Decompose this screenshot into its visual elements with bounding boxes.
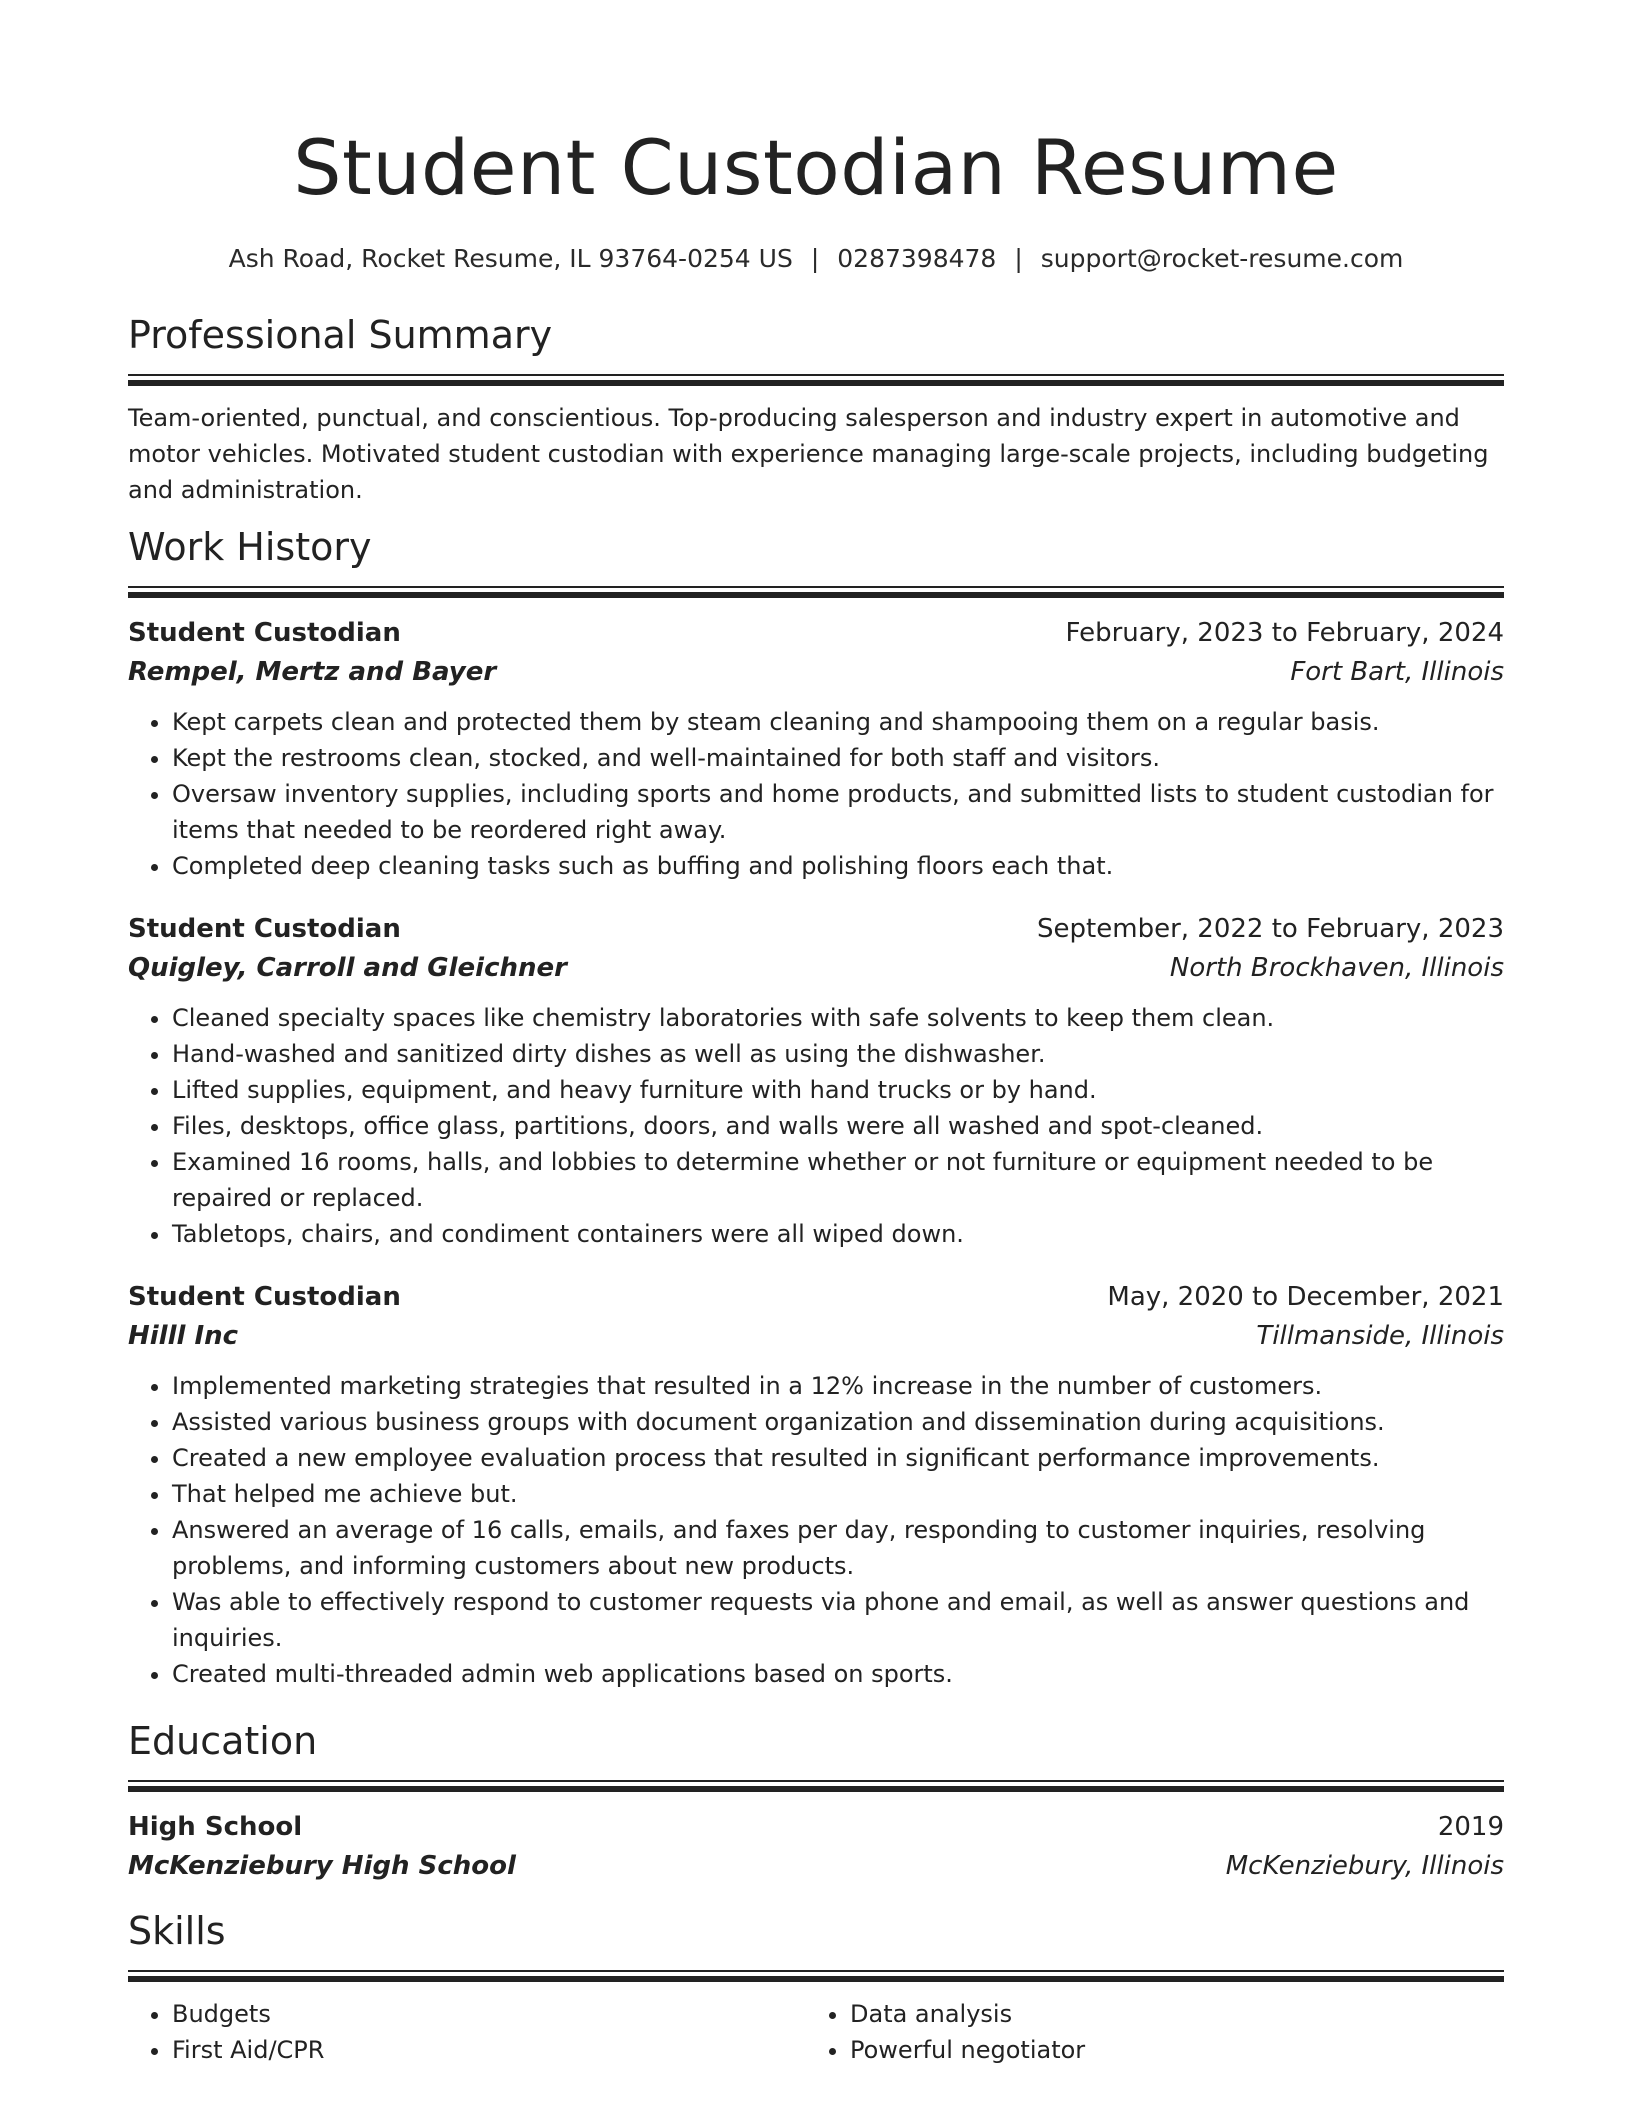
list-item: • Files, desktops, office glass, partitions, doors, and walls were all washed and spot-cleaned. <box>172 1108 1504 1144</box>
list-item: • Oversaw inventory supplies, including sports and home products, and submitted lists to student custodian for items that needed to be reordered right away. <box>172 776 1504 848</box>
list-item: • Created a new employee evaluation process that resulted in significant performance improvements. <box>172 1440 1504 1476</box>
section-divider <box>128 374 1504 386</box>
job-location: Fort Bart, Illinois <box>1290 657 1504 687</box>
list-item: • Kept carpets clean and protected them by steam cleaning and shampooing them on a regular basis. <box>172 704 1504 740</box>
summary-text: Team-oriented, punctual, and conscientious. Top-producing salesperson and industry expert in automotive and motor vehicles. Motivated student custodian with experience managing large-scale projects, including budgeting and administration. <box>128 404 1489 504</box>
skills-column-right <box>806 1996 1484 2068</box>
section-title-summary: Professional Summary <box>128 313 553 357</box>
education-section <box>128 1716 1504 1886</box>
contact-email: support@rocket-resume.com <box>1040 244 1404 273</box>
skills-column-left <box>128 1996 806 2068</box>
section-divider <box>128 1970 1504 1982</box>
summary-section <box>128 310 1504 508</box>
section-title-work: Work History <box>128 525 372 569</box>
list-item: • Examined 16 rooms, halls, and lobbies to determine whether or not furniture or equipment needed to be repaired or replaced. <box>172 1144 1504 1216</box>
job-dates: May, 2020 to December, 2021 <box>1107 1282 1504 1312</box>
skill-item: • Data analysis <box>850 1996 1484 2032</box>
section-title-skills: Skills <box>128 1909 226 1953</box>
education-degree: High School <box>128 1812 303 1842</box>
list-item: • Cleaned specialty spaces like chemistry laboratories with safe solvents to keep them clean. <box>172 1000 1504 1036</box>
job-company: Rempel, Mertz and Bayer <box>128 657 497 687</box>
job-bullets <box>128 1000 1504 1252</box>
section-divider <box>128 1780 1504 1792</box>
contact-line <box>128 242 1504 276</box>
job-dates: September, 2022 to February, 2023 <box>1037 914 1504 944</box>
list-item: • That helped me achieve but. <box>172 1476 1504 1512</box>
job-entry <box>128 1278 1504 1692</box>
work-section <box>128 522 1504 1692</box>
education-year: 2019 <box>1437 1812 1504 1842</box>
contact-separator: | <box>810 244 820 273</box>
job-location: North Brockhaven, Illinois <box>1169 953 1504 983</box>
education-location: McKenziebury, Illinois <box>1225 1851 1504 1881</box>
resume-title: Student Custodian Resume <box>293 123 1339 212</box>
resume-page <box>128 0 1504 2068</box>
list-item: • Answered an average of 16 calls, emails, and faxes per day, responding to customer inquiries, resolving problems, and informing customers about new products. <box>172 1512 1504 1584</box>
job-location: Tillmanside, Illinois <box>1256 1321 1504 1351</box>
list-item: • Was able to effectively respond to customer requests via phone and email, as well as answer questions and inquiries. <box>172 1584 1504 1656</box>
list-item: • Implemented marketing strategies that resulted in a 12% increase in the number of customers. <box>172 1368 1504 1404</box>
list-item: • Kept the restrooms clean, stocked, and well-maintained for both staff and visitors. <box>172 740 1504 776</box>
skill-item: • Powerful negotiator <box>850 2032 1484 2068</box>
contact-address: Ash Road, Rocket Resume, IL 93764-0254 US <box>228 244 793 273</box>
skills-list <box>806 1996 1484 2068</box>
job-title: Student Custodian <box>128 914 401 944</box>
list-item: • Created multi-threaded admin web applications based on sports. <box>172 1656 1504 1692</box>
contact-separator: | <box>1014 244 1023 273</box>
job-company: Quigley, Carroll and Gleichner <box>128 953 567 983</box>
education-school: McKenziebury High School <box>128 1851 516 1881</box>
skill-item: • First Aid/CPR <box>172 2032 806 2068</box>
skills-grid <box>128 1996 1504 2068</box>
job-bullets <box>128 1368 1504 1692</box>
job-entry <box>128 614 1504 884</box>
job-entry <box>128 910 1504 1252</box>
section-divider <box>128 586 1504 598</box>
section-title-education: Education <box>128 1719 318 1763</box>
job-dates: February, 2023 to February, 2024 <box>1065 618 1504 648</box>
job-company: Hilll Inc <box>128 1321 239 1351</box>
list-item: • Tabletops, chairs, and condiment containers were all wiped down. <box>172 1216 1504 1252</box>
skills-section <box>128 1906 1504 2068</box>
list-item: • Assisted various business groups with document organization and dissemination during acquisitions. <box>172 1404 1504 1440</box>
list-item: • Completed deep cleaning tasks such as buffing and polishing floors each that. <box>172 848 1504 884</box>
job-bullets <box>128 704 1504 884</box>
skill-item: • Budgets <box>172 1996 806 2032</box>
list-item: • Lifted supplies, equipment, and heavy furniture with hand trucks or by hand. <box>172 1072 1504 1108</box>
contact-phone: 0287398478 <box>837 244 997 273</box>
job-title: Student Custodian <box>128 1282 401 1312</box>
list-item: • Hand-washed and sanitized dirty dishes as well as using the dishwasher. <box>172 1036 1504 1072</box>
job-title: Student Custodian <box>128 618 401 648</box>
skills-list <box>128 1996 806 2068</box>
